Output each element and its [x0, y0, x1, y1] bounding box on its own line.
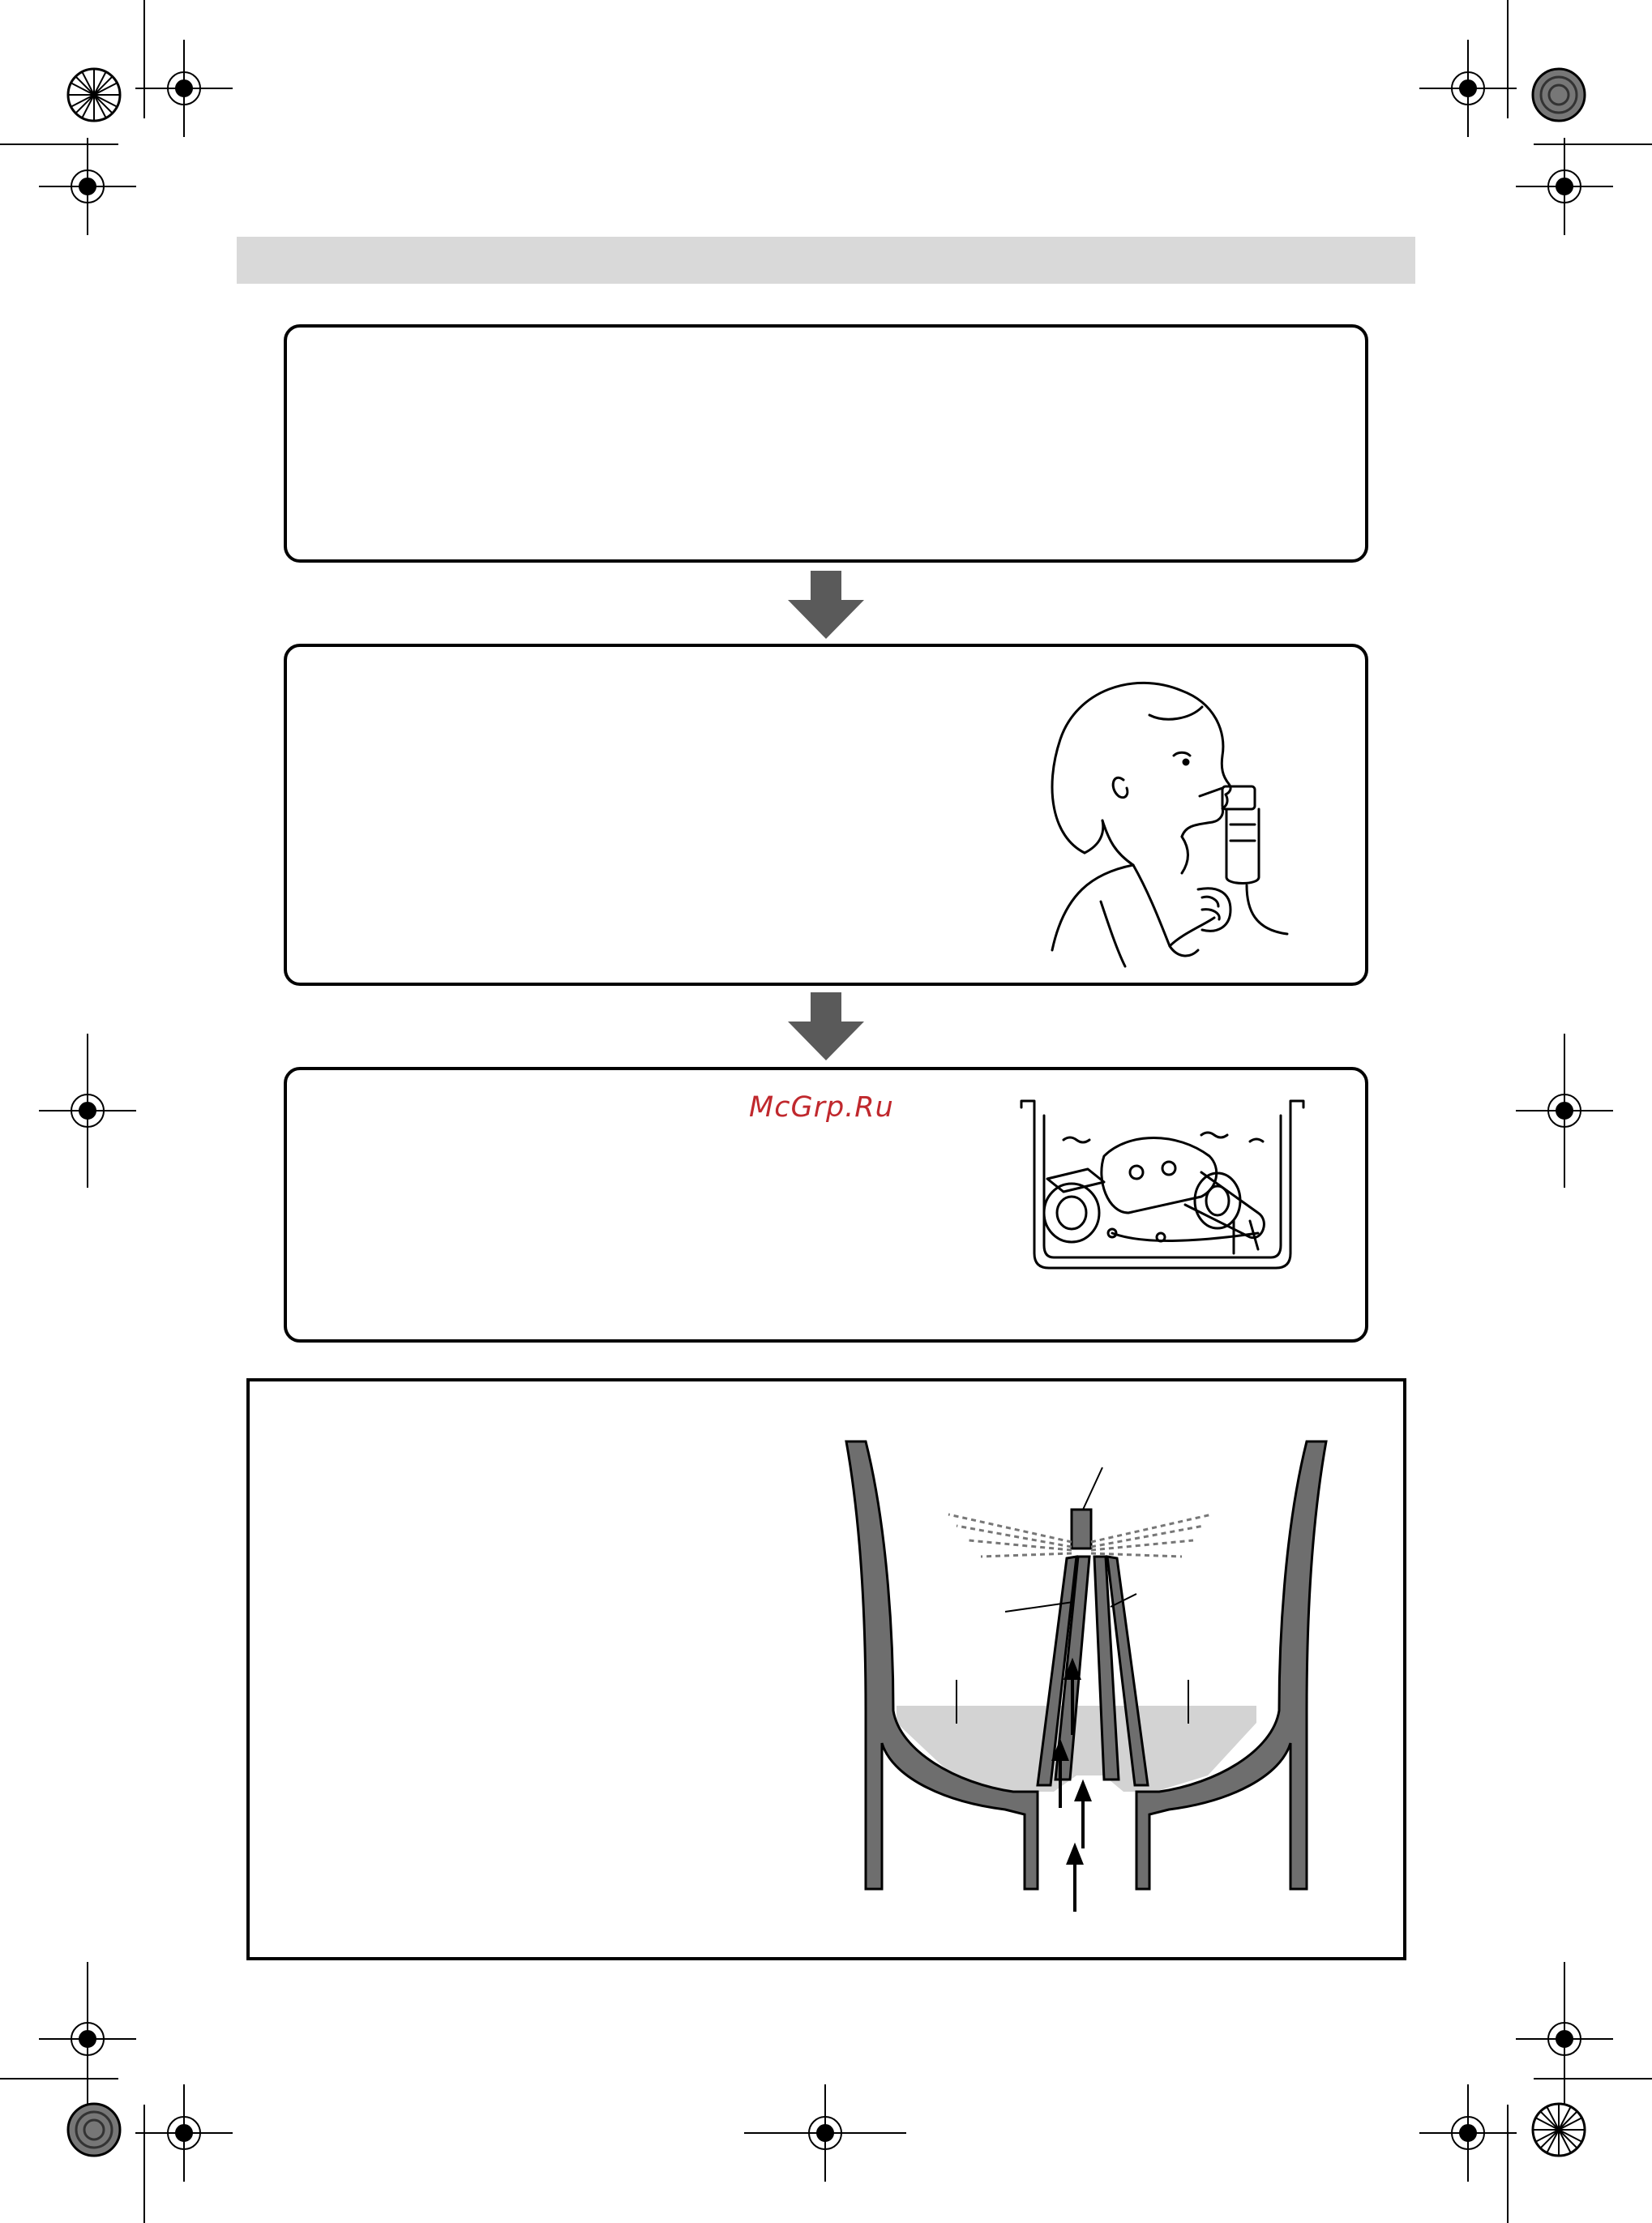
color-wheel-icon: [66, 66, 122, 123]
baffle: [1072, 1510, 1091, 1548]
color-wheel-icon: [1530, 2101, 1587, 2158]
patient-inhaling-illustration: [1028, 666, 1295, 974]
nebulizer-cross-section-diagram: [843, 1435, 1329, 1938]
section-header-bar: [237, 237, 1415, 284]
crosshair-icon: [1516, 138, 1613, 235]
crosshair-icon: [135, 40, 233, 137]
crosshair-icon: [39, 138, 136, 235]
step-box-1: [284, 324, 1368, 563]
crosshair-icon: [1419, 2084, 1517, 2182]
down-arrow-icon: [788, 992, 864, 1060]
color-wheel-icon: [66, 2101, 122, 2158]
crosshair-icon: [39, 1034, 136, 1188]
crosshair-icon: [1516, 1962, 1613, 2116]
container-wall-right: [1136, 1441, 1326, 1889]
color-wheel-icon: [1530, 66, 1587, 123]
parts-soaking-basin-illustration: [1015, 1091, 1312, 1270]
container-wall-left: [846, 1441, 1038, 1889]
crosshair-icon: [39, 1962, 136, 2116]
crosshair-icon: [1516, 1034, 1613, 1188]
watermark-text: McGrp.Ru: [749, 1091, 894, 1124]
crosshair-icon: [744, 2084, 906, 2182]
crosshair-icon: [135, 2084, 233, 2182]
down-arrow-icon: [788, 571, 864, 639]
crosshair-icon: [1419, 40, 1517, 137]
